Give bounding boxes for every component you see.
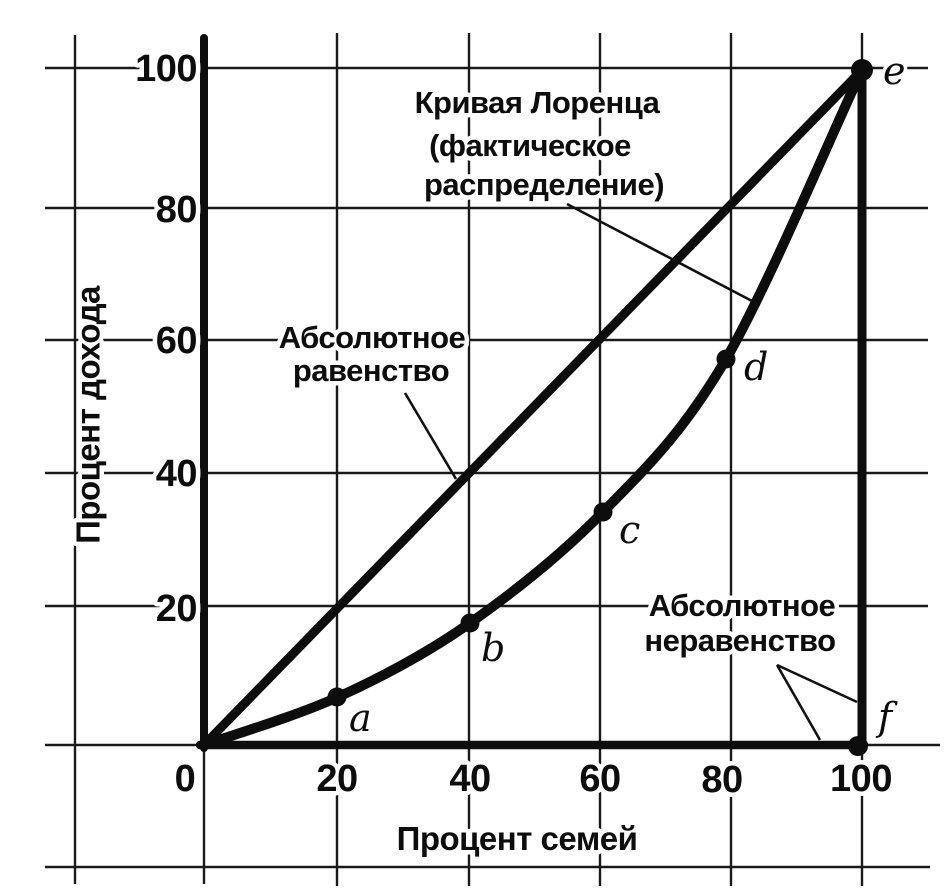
point-c-dot xyxy=(594,503,613,522)
y-tick-80: 80 xyxy=(155,189,197,231)
inequality-label-line1: Абсолютное xyxy=(648,588,836,623)
x-axis-title: Процент семей xyxy=(396,820,638,857)
point-f-label: f xyxy=(878,695,893,739)
x-tick-0: 0 xyxy=(174,758,196,800)
lorenz-label-line2: (фактическое xyxy=(429,128,631,163)
point-a-dot xyxy=(328,688,347,707)
point-c-label: c xyxy=(619,508,641,552)
point-d-dot xyxy=(717,350,736,369)
y-tick-60: 60 xyxy=(155,320,197,362)
y-axis-title: Процент дохода xyxy=(69,286,107,544)
lorenz-label-line3: распределение) xyxy=(423,167,665,202)
equality-label-line1: Абсолютное xyxy=(278,320,466,355)
x-tick-100: 100 xyxy=(830,758,892,800)
absolute-equality-label xyxy=(279,320,466,388)
point-a-label: a xyxy=(349,696,372,740)
x-tick-60: 60 xyxy=(579,758,621,800)
equality-label-line2: равенство xyxy=(292,353,450,388)
absolute-inequality-label xyxy=(644,588,835,658)
x-tick-40: 40 xyxy=(449,758,491,800)
lorenz-label-line1: Кривая Лоренца xyxy=(414,85,660,120)
y-tick-100: 100 xyxy=(135,48,197,90)
x-tick-20: 20 xyxy=(316,758,358,800)
point-b-label: b xyxy=(481,626,506,670)
y-tick-20: 20 xyxy=(155,588,197,630)
lorenz-curve-label xyxy=(415,85,664,202)
x-tick-80: 80 xyxy=(701,759,743,801)
point-d-label: d xyxy=(744,345,769,389)
y-tick-40: 40 xyxy=(155,453,197,495)
point-e-dot xyxy=(851,59,873,81)
point-e-label: e xyxy=(883,49,906,93)
inequality-label-line2: неравенство xyxy=(644,623,836,658)
point-b-dot xyxy=(461,614,480,633)
point-f-dot xyxy=(848,736,868,756)
